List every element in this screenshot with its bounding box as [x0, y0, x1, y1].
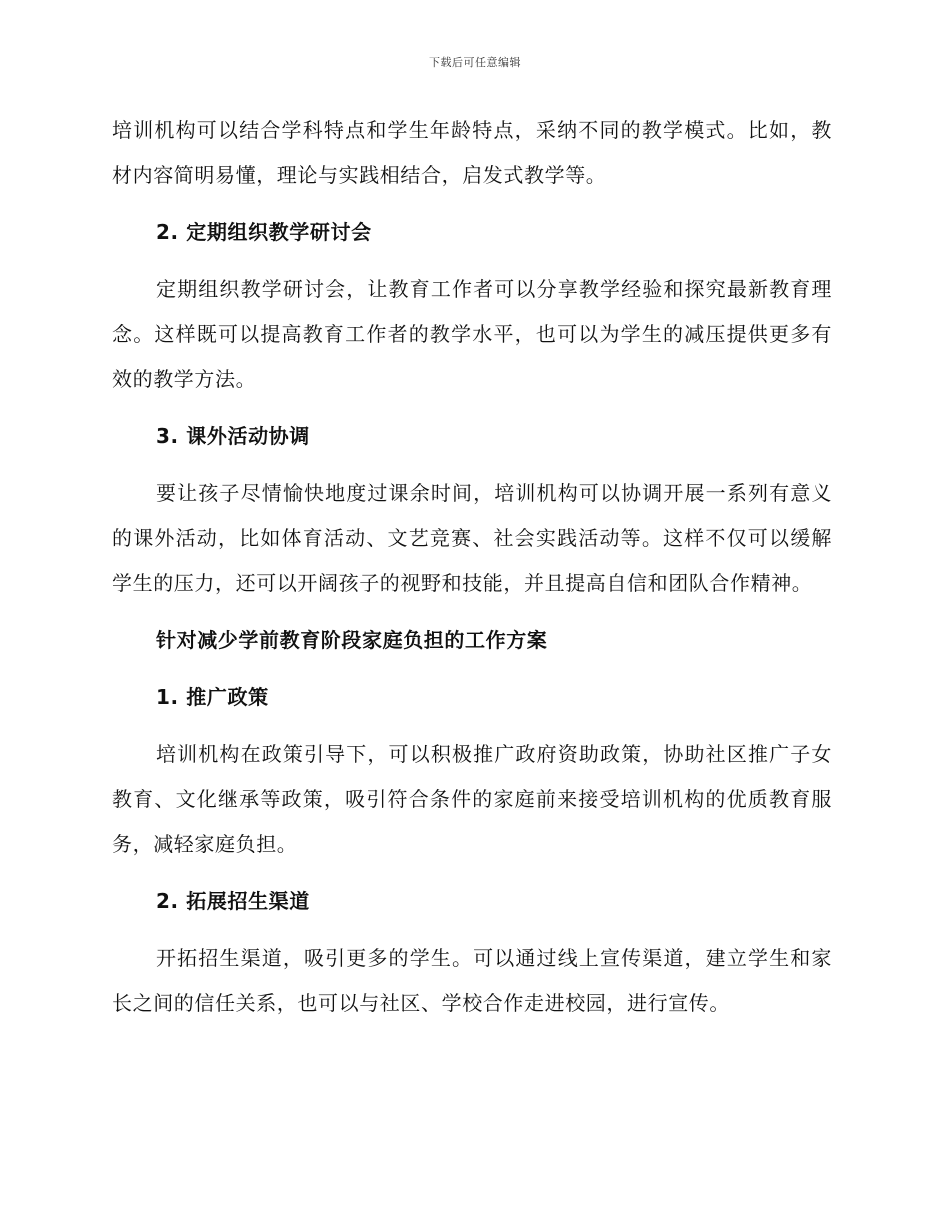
page-header-note: 下载后可任意编辑	[429, 56, 521, 69]
heading-seminars: 2. 定期组织教学研讨会	[156, 220, 372, 244]
paragraph-extracurricular: 要让孩子尽情愉快地度过课余时间，培训机构可以协调开展一系列有意义的课外活动，比如体育活动、文艺竞赛、社会实践活动等。这样不仅可以缓解学生的压力，还可以开阔孩子的视野和技能，并且提高自信和团队合作精神。	[112, 481, 832, 595]
heading-promote-policy: 1. 推广政策	[156, 685, 269, 709]
paragraph-promote-policy: 培训机构在政策引导下，可以积极推广政府资助政策，协助社区推广子女教育、文化继承等政策，吸引符合条件的家庭前来接受培训机构的优质教育服务，减轻家庭负担。	[112, 742, 832, 856]
paragraph-seminars: 定期组织教学研讨会，让教育工作者可以分享教学经验和探究最新教育理念。这样既可以提高教育工作者的教学水平，也可以为学生的减压提供更多有效的教学方法。	[112, 277, 832, 391]
heading-enrollment-channels: 2. 拓展招生渠道	[156, 889, 310, 913]
heading-family-burden-plan: 针对减少学前教育阶段家庭负担的工作方案	[156, 628, 548, 652]
paragraph-teaching-modes: 培训机构可以结合学科特点和学生年龄特点，采纳不同的教学模式。比如，教材内容简明易懂，理论与实践相结合，启发式教学等。	[112, 118, 832, 187]
paragraph-enrollment-channels: 开拓招生渠道，吸引更多的学生。可以通过线上宣传渠道，建立学生和家长之间的信任关系，也可以与社区、学校合作走进校园，进行宣传。	[112, 946, 832, 1015]
document-body	[112, 108, 832, 1038]
heading-extracurricular: 3. 课外活动协调	[156, 424, 310, 448]
